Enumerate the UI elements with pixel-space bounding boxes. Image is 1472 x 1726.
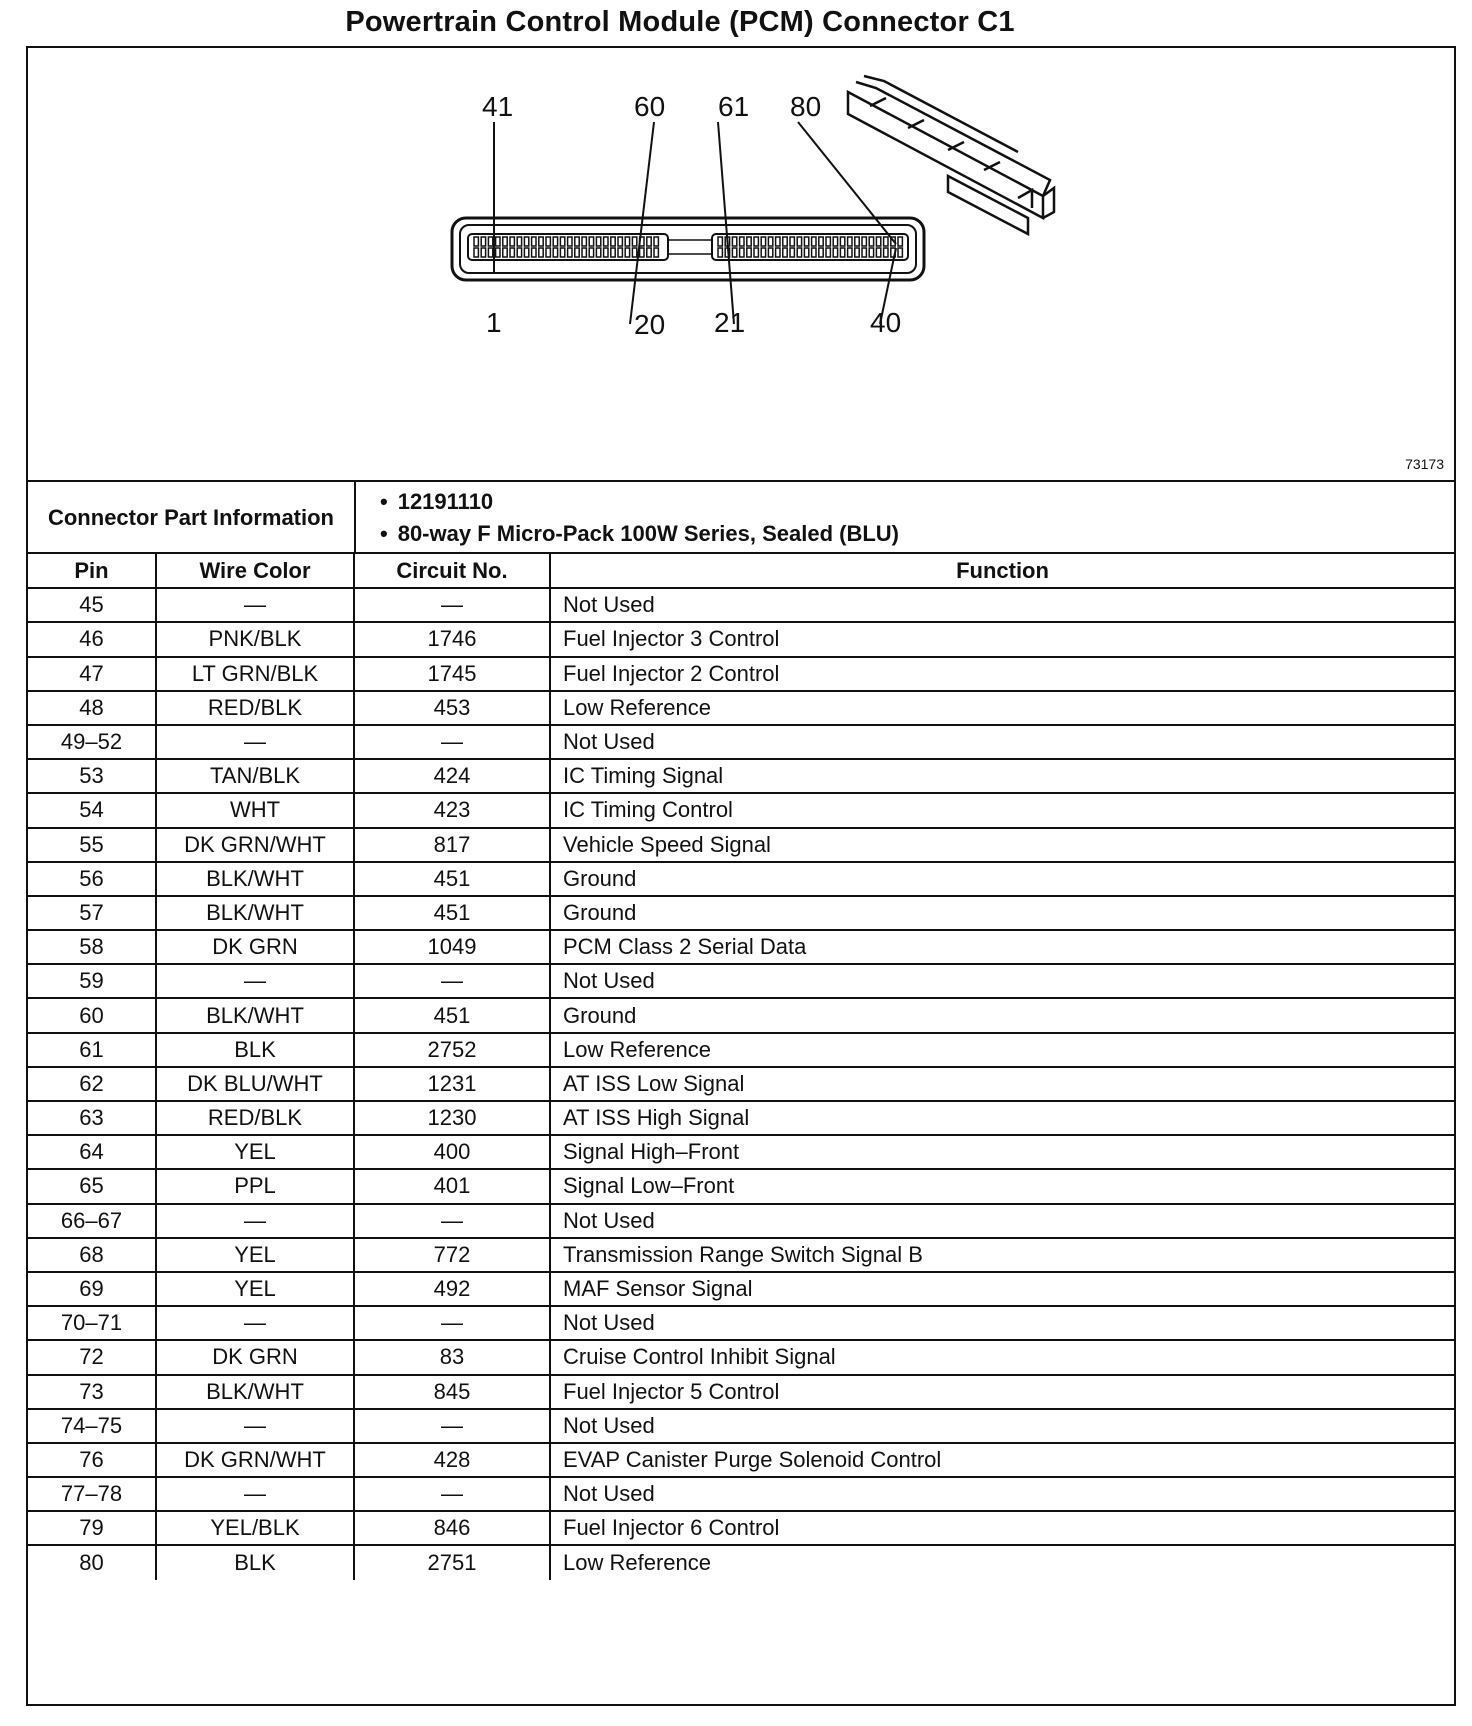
- wire-color-cell: —: [156, 1204, 354, 1238]
- wire-color-cell: BLK: [156, 1545, 354, 1579]
- function-cell: Vehicle Speed Signal: [550, 828, 1454, 862]
- circuit-cell: 846: [354, 1511, 550, 1545]
- wire-color-cell: BLK/WHT: [156, 998, 354, 1032]
- circuit-cell: 83: [354, 1340, 550, 1374]
- wire-color-cell: —: [156, 1409, 354, 1443]
- table-row: [28, 896, 1454, 930]
- function-cell: Signal Low–Front: [550, 1169, 1454, 1203]
- table-row: [28, 1101, 1454, 1135]
- function-cell: AT ISS Low Signal: [550, 1067, 1454, 1101]
- circuit-cell: 1745: [354, 657, 550, 691]
- wire-color-cell: BLK: [156, 1033, 354, 1067]
- function-cell: Ground: [550, 896, 1454, 930]
- pin-cell: 48: [28, 691, 156, 725]
- function-cell: Not Used: [550, 1409, 1454, 1443]
- table-row: [28, 1375, 1454, 1409]
- wire-color-cell: RED/BLK: [156, 1101, 354, 1135]
- circuit-cell: 401: [354, 1169, 550, 1203]
- pin-cell: 76: [28, 1443, 156, 1477]
- function-cell: PCM Class 2 Serial Data: [550, 930, 1454, 964]
- function-cell: Fuel Injector 3 Control: [550, 622, 1454, 656]
- pin-label-1: 1: [486, 307, 502, 338]
- header-function: Function: [550, 554, 1454, 588]
- pin-cell: 57: [28, 896, 156, 930]
- table-row: [28, 622, 1454, 656]
- part-info-label: Connector Part Information: [28, 482, 356, 552]
- table-row: [28, 793, 1454, 827]
- table-row: [28, 1169, 1454, 1203]
- pin-label-40: 40: [870, 307, 902, 338]
- pin-cell: 77–78: [28, 1477, 156, 1511]
- part-info-list: [380, 486, 899, 550]
- circuit-cell: 423: [354, 793, 550, 827]
- pin-label-20: 20: [634, 309, 666, 340]
- pin-cell: 55: [28, 828, 156, 862]
- pin-cell: 74–75: [28, 1409, 156, 1443]
- figure-id: 73173: [1405, 456, 1444, 472]
- function-cell: Not Used: [550, 1306, 1454, 1340]
- circuit-cell: —: [354, 1204, 550, 1238]
- table-row: [28, 964, 1454, 998]
- wire-color-cell: —: [156, 1477, 354, 1511]
- circuit-cell: 428: [354, 1443, 550, 1477]
- table-row: [28, 1272, 1454, 1306]
- function-cell: IC Timing Control: [550, 793, 1454, 827]
- function-cell: Low Reference: [550, 1033, 1454, 1067]
- wire-color-cell: PNK/BLK: [156, 622, 354, 656]
- wire-color-cell: TAN/BLK: [156, 759, 354, 793]
- circuit-cell: 1049: [354, 930, 550, 964]
- circuit-cell: —: [354, 588, 550, 622]
- function-cell: Not Used: [550, 964, 1454, 998]
- table-row: [28, 1545, 1454, 1579]
- circuit-cell: 400: [354, 1135, 550, 1169]
- circuit-cell: 772: [354, 1238, 550, 1272]
- part-number: • 12191110: [380, 486, 899, 518]
- function-cell: IC Timing Signal: [550, 759, 1454, 793]
- function-cell: AT ISS High Signal: [550, 1101, 1454, 1135]
- circuit-cell: 451: [354, 896, 550, 930]
- table-row: [28, 828, 1454, 862]
- table-row: [28, 1340, 1454, 1374]
- pin-leaders: [494, 122, 896, 324]
- pin-cell: 59: [28, 964, 156, 998]
- connector-diagram: [28, 48, 1454, 478]
- table-row: [28, 930, 1454, 964]
- header-pin: Pin: [28, 554, 156, 588]
- circuit-cell: —: [354, 1477, 550, 1511]
- wire-color-cell: —: [156, 588, 354, 622]
- pin-cell: 54: [28, 793, 156, 827]
- pin-cell: 69: [28, 1272, 156, 1306]
- pin-cell: 80: [28, 1545, 156, 1579]
- function-cell: Low Reference: [550, 1545, 1454, 1579]
- table-row: [28, 1409, 1454, 1443]
- pin-cell: 61: [28, 1033, 156, 1067]
- pin-cell: 46: [28, 622, 156, 656]
- pin-cell: 72: [28, 1340, 156, 1374]
- pin-cell: 63: [28, 1101, 156, 1135]
- connector-side-sketch: [848, 76, 1054, 234]
- function-cell: Fuel Injector 6 Control: [550, 1511, 1454, 1545]
- wire-color-cell: YEL: [156, 1238, 354, 1272]
- function-cell: Transmission Range Switch Signal B: [550, 1238, 1454, 1272]
- table-row: [28, 588, 1454, 622]
- circuit-cell: 2752: [354, 1033, 550, 1067]
- circuit-cell: —: [354, 725, 550, 759]
- wire-color-cell: DK GRN: [156, 1340, 354, 1374]
- circuit-cell: 845: [354, 1375, 550, 1409]
- pin-cell: 66–67: [28, 1204, 156, 1238]
- connector-sheet: [26, 46, 1456, 1706]
- function-cell: Fuel Injector 5 Control: [550, 1375, 1454, 1409]
- pin-cell: 53: [28, 759, 156, 793]
- pin-cell: 49–52: [28, 725, 156, 759]
- table-row: [28, 1238, 1454, 1272]
- wire-color-cell: —: [156, 1306, 354, 1340]
- wire-color-cell: DK GRN/WHT: [156, 828, 354, 862]
- function-cell: Fuel Injector 2 Control: [550, 657, 1454, 691]
- table-row: [28, 1033, 1454, 1067]
- pin-cell: 60: [28, 998, 156, 1032]
- wire-color-cell: LT GRN/BLK: [156, 657, 354, 691]
- pin-cell: 45: [28, 588, 156, 622]
- wire-color-cell: —: [156, 964, 354, 998]
- circuit-cell: 1746: [354, 622, 550, 656]
- pin-cell: 70–71: [28, 1306, 156, 1340]
- function-cell: Signal High–Front: [550, 1135, 1454, 1169]
- connector-description: • 80-way F Micro-Pack 100W Series, Sealed (BLU): [380, 518, 899, 550]
- table-row: [28, 725, 1454, 759]
- pin-cell: 65: [28, 1169, 156, 1203]
- connector-figure: [28, 48, 1454, 482]
- circuit-cell: —: [354, 1306, 550, 1340]
- wire-color-cell: PPL: [156, 1169, 354, 1203]
- table-row: [28, 1067, 1454, 1101]
- pin-cell: 79: [28, 1511, 156, 1545]
- function-cell: Ground: [550, 998, 1454, 1032]
- pin-cell: 56: [28, 862, 156, 896]
- table-row: [28, 657, 1454, 691]
- pin-label-41: 41: [482, 91, 514, 122]
- wire-color-cell: YEL/BLK: [156, 1511, 354, 1545]
- wire-color-cell: BLK/WHT: [156, 862, 354, 896]
- table-row: [28, 862, 1454, 896]
- page-title: Powertrain Control Module (PCM) Connector C1: [345, 6, 1015, 38]
- header-circuit-no: Circuit No.: [354, 554, 550, 588]
- pin-cell: 47: [28, 657, 156, 691]
- wire-color-cell: DK GRN/WHT: [156, 1443, 354, 1477]
- function-cell: Not Used: [550, 588, 1454, 622]
- header-wire-color: Wire Color: [156, 554, 354, 588]
- connector-face: [452, 218, 924, 280]
- circuit-cell: 424: [354, 759, 550, 793]
- function-cell: MAF Sensor Signal: [550, 1272, 1454, 1306]
- circuit-cell: 1230: [354, 1101, 550, 1135]
- wire-color-cell: BLK/WHT: [156, 896, 354, 930]
- circuit-cell: 451: [354, 998, 550, 1032]
- function-cell: Not Used: [550, 1204, 1454, 1238]
- pin-label-60: 60: [634, 91, 666, 122]
- table-row: [28, 1477, 1454, 1511]
- table-row: [28, 691, 1454, 725]
- pin-cell: 64: [28, 1135, 156, 1169]
- table-row: [28, 998, 1454, 1032]
- table-row: [28, 1204, 1454, 1238]
- pin-cell: 58: [28, 930, 156, 964]
- circuit-cell: 1231: [354, 1067, 550, 1101]
- table-row: [28, 1511, 1454, 1545]
- pin-label-80: 80: [790, 91, 822, 122]
- function-cell: Not Used: [550, 725, 1454, 759]
- pin-cell: 68: [28, 1238, 156, 1272]
- table-row: [28, 1135, 1454, 1169]
- pin-label-21: 21: [714, 307, 746, 338]
- wire-color-cell: DK BLU/WHT: [156, 1067, 354, 1101]
- wire-color-cell: YEL: [156, 1272, 354, 1306]
- circuit-cell: 817: [354, 828, 550, 862]
- pin-label-61: 61: [718, 91, 750, 122]
- wire-color-cell: YEL: [156, 1135, 354, 1169]
- function-cell: Low Reference: [550, 691, 1454, 725]
- wire-color-cell: —: [156, 725, 354, 759]
- wire-color-cell: BLK/WHT: [156, 1375, 354, 1409]
- circuit-cell: —: [354, 1409, 550, 1443]
- table-row: [28, 1306, 1454, 1340]
- function-cell: Cruise Control Inhibit Signal: [550, 1340, 1454, 1374]
- circuit-cell: —: [354, 964, 550, 998]
- function-cell: EVAP Canister Purge Solenoid Control: [550, 1443, 1454, 1477]
- circuit-cell: 451: [354, 862, 550, 896]
- wire-color-cell: RED/BLK: [156, 691, 354, 725]
- circuit-cell: 453: [354, 691, 550, 725]
- pin-cell: 73: [28, 1375, 156, 1409]
- wire-color-cell: WHT: [156, 793, 354, 827]
- table-row: [28, 759, 1454, 793]
- function-cell: Ground: [550, 862, 1454, 896]
- pin-cell: 62: [28, 1067, 156, 1101]
- circuit-cell: 2751: [354, 1545, 550, 1579]
- table-row: [28, 1443, 1454, 1477]
- table-header-row: [28, 554, 1454, 588]
- circuit-cell: 492: [354, 1272, 550, 1306]
- function-cell: Not Used: [550, 1477, 1454, 1511]
- connector-part-info: [28, 482, 1454, 554]
- pinout-table: [28, 554, 1454, 1580]
- wire-color-cell: DK GRN: [156, 930, 354, 964]
